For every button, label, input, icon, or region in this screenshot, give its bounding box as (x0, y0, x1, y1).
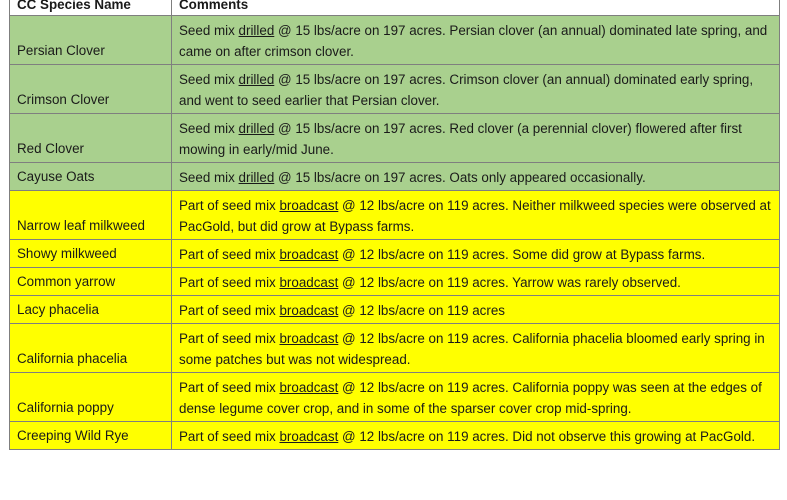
species-comment (172, 114, 780, 163)
species-table (9, 0, 780, 450)
table-row (10, 163, 780, 191)
comment-text: @ 15 lbs/acre on 197 acres. Crimson clover (an annual) dominated early spring, and went to seed earlier that Persian clover. (179, 72, 754, 108)
species-name: Lacy phacelia (10, 296, 172, 324)
comment-prefix: Seed mix (179, 170, 239, 185)
comment-prefix: Part of seed mix (179, 303, 280, 318)
comment-text: @ 12 lbs/acre on 119 acres. Did not observe this growing at PacGold. (338, 429, 756, 444)
seeding-method: broadcast (279, 198, 339, 213)
species-name: Narrow leaf milkweed (10, 191, 172, 240)
species-name: Red Clover (10, 114, 172, 163)
comment-text: @ 12 lbs/acre on 119 acres. California poppy was seen at the edges of dense legume cover crop, and in some of the sparser cover crop mid-spring. (179, 380, 762, 416)
comment-prefix: Seed mix (179, 121, 239, 136)
species-comment (172, 268, 780, 296)
species-name: Creeping Wild Rye (10, 422, 172, 450)
seeding-method: broadcast (279, 303, 339, 318)
comment-prefix: Part of seed mix (179, 331, 280, 346)
comment-prefix: Seed mix (179, 23, 239, 38)
table-row (10, 16, 780, 65)
seeding-method: drilled (238, 121, 275, 136)
header-row (10, 0, 780, 16)
comment-text: @ 15 lbs/acre on 197 acres. Persian clover (an annual) dominated late spring, and came on after crimson clover. (179, 23, 768, 59)
species-comment (172, 324, 780, 373)
species-comment (172, 240, 780, 268)
species-name: Showy milkweed (10, 240, 172, 268)
comment-text: @ 15 lbs/acre on 197 acres. Oats only appeared occasionally. (274, 170, 646, 185)
species-comment (172, 191, 780, 240)
seeding-method: broadcast (279, 275, 339, 290)
table-row (10, 296, 780, 324)
species-name: Crimson Clover (10, 65, 172, 114)
comment-prefix: Part of seed mix (179, 429, 280, 444)
table-row (10, 373, 780, 422)
comment-prefix: Seed mix (179, 72, 239, 87)
comment-prefix: Part of seed mix (179, 247, 280, 262)
species-name: Cayuse Oats (10, 163, 172, 191)
header-species-name: CC Species Name (10, 0, 172, 16)
seeding-method: drilled (238, 170, 275, 185)
comment-prefix: Part of seed mix (179, 380, 280, 395)
species-comment (172, 296, 780, 324)
seeding-method: drilled (238, 72, 275, 87)
seeding-method: broadcast (279, 247, 339, 262)
table-row (10, 268, 780, 296)
species-comment (172, 422, 780, 450)
comment-prefix: Part of seed mix (179, 198, 280, 213)
seeding-method: broadcast (279, 331, 339, 346)
comment-text: @ 12 lbs/acre on 119 acres. California phacelia bloomed early spring in some patches but was not widespread. (179, 331, 765, 367)
comment-prefix: Part of seed mix (179, 275, 280, 290)
header-comments: Comments (172, 0, 780, 16)
table-row (10, 324, 780, 373)
seeding-method: broadcast (279, 429, 339, 444)
species-name: California phacelia (10, 324, 172, 373)
table-row (10, 65, 780, 114)
species-comment (172, 373, 780, 422)
species-comment (172, 16, 780, 65)
species-comment (172, 65, 780, 114)
species-comment (172, 163, 780, 191)
seeding-method: broadcast (279, 380, 339, 395)
comment-text: @ 12 lbs/acre on 119 acres (338, 303, 505, 318)
comment-text: @ 12 lbs/acre on 119 acres. Some did grow at Bypass farms. (338, 247, 706, 262)
table-body (10, 16, 780, 450)
species-name: California poppy (10, 373, 172, 422)
table-row (10, 191, 780, 240)
table-row (10, 240, 780, 268)
species-name: Persian Clover (10, 16, 172, 65)
species-name: Common yarrow (10, 268, 172, 296)
table-row (10, 422, 780, 450)
comment-text: @ 12 lbs/acre on 119 acres. Yarrow was rarely observed. (338, 275, 681, 290)
comment-text: @ 15 lbs/acre on 197 acres. Red clover (a perennial clover) flowered after first mowing in early/mid June. (179, 121, 742, 157)
seeding-method: drilled (238, 23, 275, 38)
table-row (10, 114, 780, 163)
comment-text: @ 12 lbs/acre on 119 acres. Neither milkweed species were observed at PacGold, but did grow at Bypass farms. (179, 198, 771, 234)
